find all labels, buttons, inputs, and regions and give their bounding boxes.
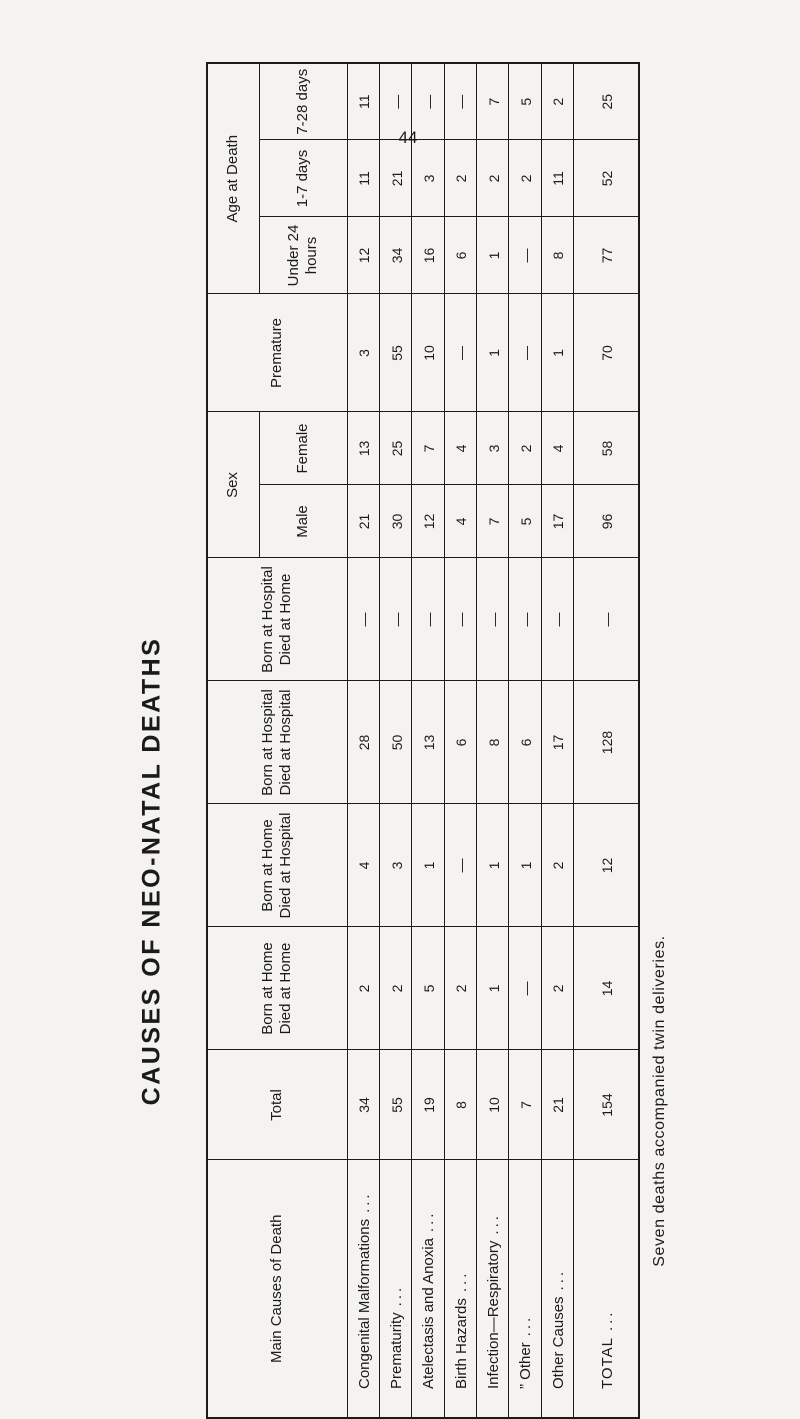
hospital-hospital-cell: 8 (476, 681, 508, 804)
header-1-7-days: 1-7 days (259, 140, 347, 217)
hospital-home-cell: — (476, 558, 508, 681)
table-row (509, 63, 541, 1418)
days-7-28-cell: 5 (509, 63, 541, 140)
days-1-7-cell: 2 (444, 140, 476, 217)
under-24-cell: 6 (444, 217, 476, 294)
table-row (476, 63, 508, 1418)
female-cell: 4 (444, 412, 476, 485)
hospital-home-cell: — (412, 558, 444, 681)
total-label: TOTAL (598, 1337, 616, 1389)
footnote: Seven deaths accompanied twin deliveries. (651, 935, 668, 1267)
leader-dots: ... (452, 1270, 470, 1293)
table-row (444, 63, 476, 1418)
total-cell: 154 (574, 1050, 640, 1160)
table-row (541, 63, 573, 1418)
header-cause: Main Causes of Death (207, 1160, 347, 1418)
premature-cell: — (444, 294, 476, 412)
hospital-home-cell: — (509, 558, 541, 681)
under-24-cell: 34 (379, 217, 411, 294)
page-number: 44 (398, 128, 418, 147)
header-home-hospital: Born at Home Died at Hospital (207, 804, 347, 927)
days-7-28-cell: 7 (476, 63, 508, 140)
female-cell: 7 (412, 412, 444, 485)
leader-dots: ... (355, 1191, 373, 1213)
days-7-28-cell: 25 (574, 63, 640, 140)
table-header (207, 63, 347, 1418)
hospital-hospital-cell: 6 (444, 681, 476, 804)
table-row (379, 63, 411, 1418)
premature-cell: — (509, 294, 541, 412)
cause-label: Birth Hazards (452, 1298, 470, 1389)
header-male: Male (259, 485, 347, 558)
hospital-hospital-cell: 128 (574, 681, 640, 804)
header-7-28-days: 7-28 days (259, 63, 347, 140)
cause-label: Other Causes (549, 1296, 567, 1389)
hospital-hospital-cell: 6 (509, 681, 541, 804)
home-home-cell: 5 (412, 927, 444, 1050)
home-hospital-cell: 1 (412, 804, 444, 927)
total-cell: 34 (347, 1050, 379, 1160)
cause-cell (541, 1160, 573, 1418)
home-hospital-cell: 2 (541, 804, 573, 927)
male-cell: 96 (574, 485, 640, 558)
days-7-28-cell: 11 (347, 63, 379, 140)
cause-cell (509, 1160, 541, 1418)
female-cell: 2 (509, 412, 541, 485)
hospital-home-cell: — (574, 558, 640, 681)
home-home-cell: 2 (444, 927, 476, 1050)
home-hospital-cell: — (444, 804, 476, 927)
under-24-cell: 12 (347, 217, 379, 294)
home-home-cell: 2 (379, 927, 411, 1050)
header-under-24-hours: Under 24 hours (259, 217, 347, 294)
cause-label: Atelectasis and Anoxia (420, 1238, 438, 1389)
days-1-7-cell: 3 (412, 140, 444, 217)
days-1-7-cell: 11 (541, 140, 573, 217)
male-cell: 12 (412, 485, 444, 558)
male-cell: 21 (347, 485, 379, 558)
days-7-28-cell: — (444, 63, 476, 140)
neonatal-deaths-table (206, 62, 640, 1419)
cause-cell (574, 1160, 640, 1418)
header-total: Total (207, 1050, 347, 1160)
home-hospital-cell: 1 (509, 804, 541, 927)
under-24-cell: 8 (541, 217, 573, 294)
header-premature: Premature (207, 294, 347, 412)
page-title: CAUSES OF NEO-NATAL DEATHS (137, 636, 166, 1106)
hospital-home-cell: — (541, 558, 573, 681)
cause-cell (476, 1160, 508, 1418)
days-7-28-cell: — (412, 63, 444, 140)
under-24-cell: 1 (476, 217, 508, 294)
header-age-group: Age at Death (207, 63, 259, 294)
cause-cell (444, 1160, 476, 1418)
days-1-7-cell: 52 (574, 140, 640, 217)
premature-cell: 70 (574, 294, 640, 412)
male-cell: 7 (476, 485, 508, 558)
cause-cell (379, 1160, 411, 1418)
total-cell: 10 (476, 1050, 508, 1160)
home-hospital-cell: 1 (476, 804, 508, 927)
header-hospital-hospital: Born at Hospital Died at Hospital (207, 681, 347, 804)
leader-dots: ... (420, 1210, 438, 1233)
premature-cell: 1 (541, 294, 573, 412)
home-home-cell: 14 (574, 927, 640, 1050)
header-sex-group: Sex (207, 412, 259, 558)
leader-dots: ... (485, 1213, 503, 1235)
female-cell: 3 (476, 412, 508, 485)
hospital-hospital-cell: 13 (412, 681, 444, 804)
header-female: Female (259, 412, 347, 485)
hospital-hospital-cell: 28 (347, 681, 379, 804)
premature-cell: 55 (379, 294, 411, 412)
male-cell: 17 (541, 485, 573, 558)
leader-dots: ... (388, 1284, 406, 1307)
days-1-7-cell: 2 (476, 140, 508, 217)
home-hospital-cell: 3 (379, 804, 411, 927)
premature-cell: 3 (347, 294, 379, 412)
hospital-hospital-cell: 17 (541, 681, 573, 804)
home-home-cell: 2 (541, 927, 573, 1050)
days-1-7-cell: 11 (347, 140, 379, 217)
cause-cell (347, 1160, 379, 1418)
female-cell: 4 (541, 412, 573, 485)
hospital-home-cell: — (347, 558, 379, 681)
male-cell: 30 (379, 485, 411, 558)
premature-cell: 10 (412, 294, 444, 412)
days-7-28-cell: 2 (541, 63, 573, 140)
home-hospital-cell: 12 (574, 804, 640, 927)
total-row (574, 63, 640, 1418)
table-row (347, 63, 379, 1418)
premature-cell: 1 (476, 294, 508, 412)
table-body (347, 63, 639, 1418)
hospital-home-cell: — (444, 558, 476, 681)
female-cell: 13 (347, 412, 379, 485)
header-hospital-home: Born at Hospital Died at Home (207, 558, 347, 681)
hospital-hospital-cell: 50 (379, 681, 411, 804)
cause-label: Congenital Malformations (355, 1218, 373, 1389)
header-home-home: Born at Home Died at Home (207, 927, 347, 1050)
cause-cell (412, 1160, 444, 1418)
cause-label: Prematurity (388, 1312, 406, 1389)
total-cell: 7 (509, 1050, 541, 1160)
home-home-cell: — (509, 927, 541, 1050)
male-cell: 4 (444, 485, 476, 558)
under-24-cell: 77 (574, 217, 640, 294)
days-1-7-cell: 21 (379, 140, 411, 217)
total-cell: 21 (541, 1050, 573, 1160)
days-1-7-cell: 2 (509, 140, 541, 217)
table-row (412, 63, 444, 1418)
home-home-cell: 1 (476, 927, 508, 1050)
female-cell: 58 (574, 412, 640, 485)
cause-label: ” Other (517, 1342, 535, 1389)
leader-dots: ... (517, 1314, 535, 1337)
under-24-cell: 16 (412, 217, 444, 294)
female-cell: 25 (379, 412, 411, 485)
home-home-cell: 2 (347, 927, 379, 1050)
hospital-home-cell: — (379, 558, 411, 681)
leader-dots: ... (598, 1309, 616, 1332)
home-hospital-cell: 4 (347, 804, 379, 927)
leader-dots: ... (549, 1268, 567, 1291)
rotated-table-area (206, 68, 640, 1419)
rotated-table-wrapper (206, 68, 640, 1419)
total-cell: 19 (412, 1050, 444, 1160)
cause-label: Infection—Respiratory (485, 1240, 503, 1389)
under-24-cell: — (509, 217, 541, 294)
male-cell: 5 (509, 485, 541, 558)
total-cell: 8 (444, 1050, 476, 1160)
total-cell: 55 (379, 1050, 411, 1160)
days-7-28-cell: — (379, 63, 411, 140)
